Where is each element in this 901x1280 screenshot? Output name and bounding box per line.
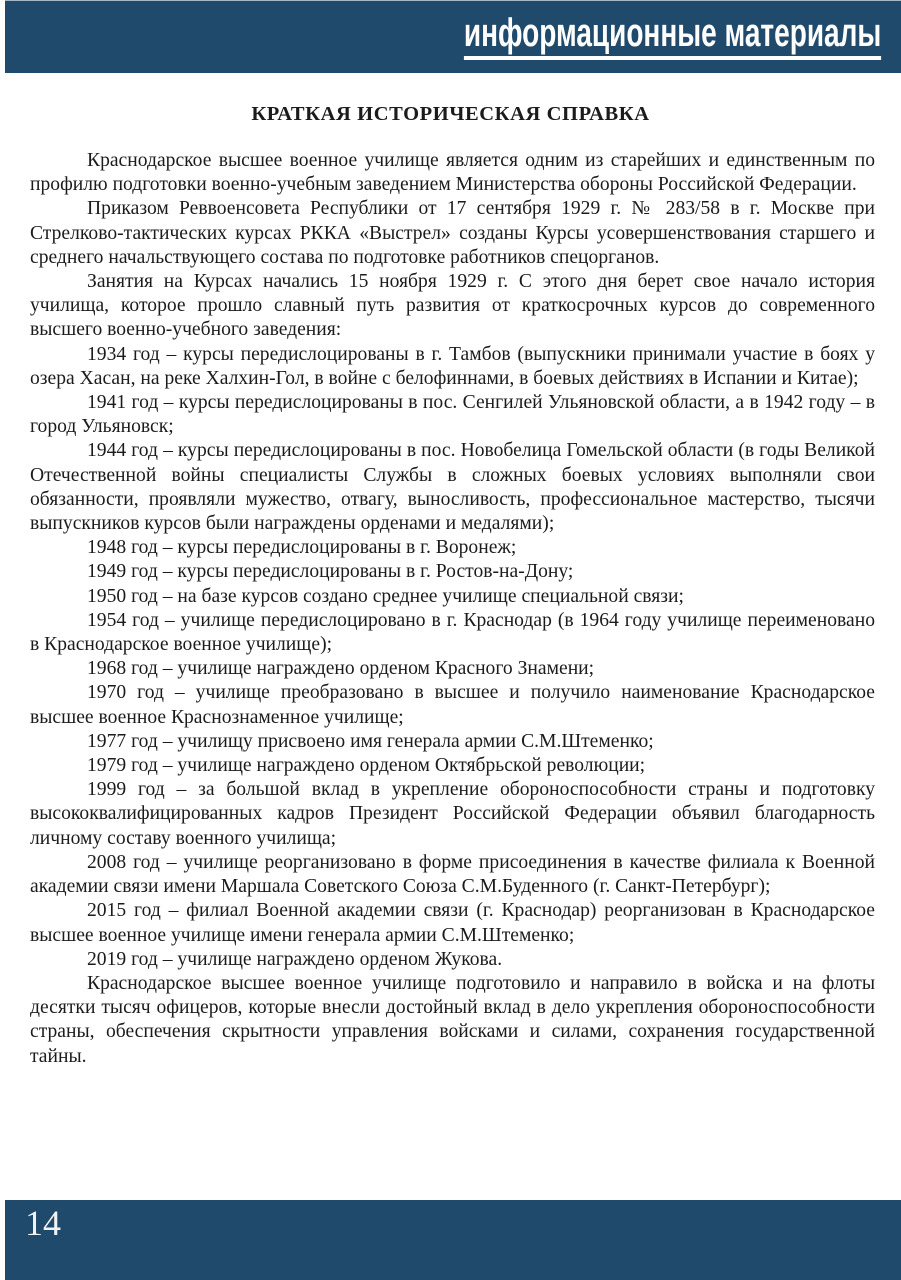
paragraph: 1934 год – курсы передислоцированы в г. Тамбов (выпускники принимали участие в боях у озера Хасан, на реке Халхин-Гол, в войне с белофиннами, в боевых действиях в Испании и Китае);	[30, 343, 875, 389]
document-body	[30, 149, 875, 1193]
header-section-label: информационные материалы	[464, 13, 881, 60]
page-title: КРАТКАЯ ИСТОРИЧЕСКАЯ СПРАВКА	[251, 103, 650, 125]
page-footer-band	[5, 1200, 901, 1280]
paragraph: 1941 год – курсы передислоцированы в пос. Сенгилей Ульяновской области, а в 1942 году – в город Ульяновск;	[30, 392, 875, 438]
paragraph: 1999 год – за большой вклад в укрепление обороноспособности страны и подготовку высококвалифицированных кадров Президент Российской Федерации объявил благодарность личному составу военного училища;	[30, 779, 875, 849]
paragraph: 1954 год – училище передислоцировано в г. Краснодар (в 1964 году училище переименовано в Краснодарское военное училище);	[30, 609, 875, 656]
paragraph: 1979 год – училище награждено орденом Октябрьской революции;	[87, 755, 646, 777]
paragraph: Краснодарское высшее военное училище является одним из старейших и единственным по профилю подготовки военно-учебным заведением Министерства обороны Российской Федерации.	[30, 150, 875, 196]
paragraph: 1968 год – училище награждено орденом Красного Знамени;	[87, 658, 595, 680]
paragraph: 2015 год – филиал Военной академии связи (г. Краснодар) реорганизован в Краснодарское высшее военное училище имени генерала армии С.М.Штеменко;	[30, 900, 875, 946]
paragraph: 1977 год – училищу присвоено имя генерала армии С.М.Штеменко;	[87, 730, 654, 752]
paragraph: Краснодарское высшее военное училище подготовило и направило в войска и на флоты десятки тысяч офицеров, которые внесли достойный вклад в дело укрепления обороноспособности страны, обеспечения скрытности управления войсками и силами, сохранения государственной тайны.	[30, 972, 875, 1067]
paragraph: 2019 год – училище награждено орденом Жукова.	[87, 948, 503, 970]
paragraph: 1970 год – училище преобразовано в высшее и получило наименование Краснодарское высшее военное Краснознаменное училище;	[30, 682, 875, 728]
paragraph: 1950 год – на базе курсов создано среднее училище специальной связи;	[87, 585, 684, 607]
paragraph: 1944 год – курсы передислоцированы в пос. Новобелица Гомельской области (в годы Великой Отечественной войны специалисты Службы в сложных боевых условиях выполняли свои обязанности, проявляли мужество, отвагу, выносливость, профессиональное мастерство, тысячи выпускников курсов были награждены орденами и медалями);	[30, 440, 875, 535]
paragraph: 2008 год – училище реорганизовано в форме присоединения в качестве филиала к Военной академии связи имени Маршала Советского Союза С.М.Буденного (г. Санкт-Петербург);	[30, 851, 875, 898]
page-number: 14	[25, 1203, 61, 1243]
paragraph: Приказом Реввоенсовета Республики от 17 сентября 1929 г. № 283/58 в г. Москве при Стрелково-тактических курсах РККА «Выстрел» созданы Курсы усовершенствования старшего и среднего начальствующего состава по подготовке работников спецорганов.	[30, 198, 875, 268]
paragraph: 1949 год – курсы передислоцированы в г. Ростов-на-Дону;	[87, 561, 574, 583]
paragraph: 1948 год – курсы передислоцированы в г. Воронеж;	[87, 537, 517, 559]
paragraph: Занятия на Курсах начались 15 ноября 1929 г. С этого дня берет свое начало история училища, которое прошло славный путь развития от краткосрочных курсов до современного высшего военно-учебного заведения:	[30, 271, 875, 341]
page-header-band	[5, 0, 901, 73]
